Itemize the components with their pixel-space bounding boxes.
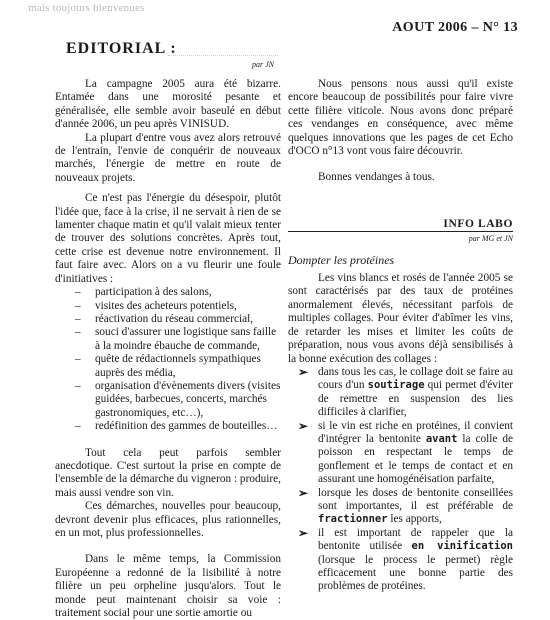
item-text: (lorsque le process le permet) règle efficacement une bonne partie des problèmes de protéines.: [318, 553, 513, 593]
editorial-title: EDITORIAL :: [66, 40, 177, 57]
issue-number: AOUT 2006 – N° 13: [392, 20, 518, 35]
list-item: [288, 366, 513, 420]
list-item: – participation à des salons,: [55, 286, 281, 299]
keyword: avant: [425, 432, 458, 445]
list-item: – organisation d'évènements divers (visites guidées, barbecues, concerts, marchés gastronomiques, etc…),: [55, 380, 281, 420]
keyword: soutirage: [367, 379, 425, 392]
right-paragraph-1: Nous pensons nous aussi qu'il existe encore beaucoup de possibilités pour faire vivre cette filière viticole. Nous avons donc préparé ces vendanges en conséquence, avec même quelques innovations que les pages de cet Echo d'OCO n°13 vont vous faire découvrir.: [288, 78, 513, 158]
item-text: si le vin est riche en protéines, il convient d'intégrer la bentonite: [318, 419, 513, 445]
item-text: les apports,: [387, 513, 442, 526]
list-item: – redéfinition des gammes de bouteilles…: [55, 420, 281, 433]
editorial-paragraph-5: Ces démarches, nouvelles pour beaucoup, devront devenir plus efficaces, plus rationnelles, en un mot, plus professionnelles.: [55, 500, 281, 539]
keyword: en vinification: [411, 540, 513, 553]
list-item: [288, 487, 513, 527]
item-text: dans tous les cas, le collage doit se faire au cours d'un: [318, 365, 513, 392]
editorial-byline: par JN: [252, 60, 274, 69]
editorial-paragraph-4: Tout cela peut parfois sembler anecdotique. C'est surtout la prise en compte de l'ensemble de la démarche du vigneron : produire, mais aussi vendre son vin.: [55, 446, 282, 499]
checkmark-arrow-icon: ➢: [298, 418, 309, 433]
list-item: – souci d'assurer une logistique sans faille à la moindre ébauche de commande,: [55, 326, 281, 353]
list-item: – visites des acheteurs potentiels,: [55, 300, 281, 313]
checkmark-arrow-icon: ➢: [298, 485, 309, 500]
item-text: qui permet d'éviter de remettre en suspension des lies difficiles à clarifier,: [318, 379, 513, 419]
item-text: il est important de rappeler que la bentonite utilisée: [318, 526, 513, 553]
right-paragraph-2: Bonnes vendanges à tous.: [318, 171, 435, 184]
header-topline: mais toujours bienvenues: [28, 2, 145, 14]
infolabo-byline: par MG et JN: [468, 234, 513, 244]
item-text: la colle de poisson en respectant le temps de gonflement et le temps de contact et en assurant une homogénéisation parfaite,: [318, 432, 513, 486]
list-item: – réactivation du réseau commercial,: [55, 313, 281, 326]
keyword: fractionner: [318, 513, 388, 526]
editorial-paragraph-1: La campagne 2005 aura été bizarre. Entamée dans une morosité pesante et généralisée, elle semble avoir baseulé en début d'année 2006, un peu après VINISUD.: [55, 78, 281, 131]
checkmark-arrow-icon: ➢: [298, 364, 309, 379]
collage-checklist: [288, 366, 513, 594]
right-column: [288, 78, 513, 594]
checkmark-arrow-icon: ➢: [298, 525, 309, 540]
section-title: Dompter les protéines: [288, 252, 395, 267]
item-text: lorsque les doses de bentonite conseillées sont importantes, il est préférable de: [318, 486, 513, 512]
editorial-paragraph-3: Ce n'est pas l'énergie du désespoir, plutôt l'idée que, face à la crise, il ne servait à rien de se lamenter chaque matin et qu'il valait mieux tenter de trouver des solutions concrètes. Après tout, cette crise est devenue notre environnement. Il faut faire avec. Alors on a vu fleurir une foule d'initiatives :: [55, 192, 281, 285]
infolabo-intro: Les vins blancs et rosés de l'année 2005 se sont caractérisés par des taux de protéines anormalement élevés, nécessitant parfois de multiples collages. Pour éviter d'abîmer les vins, de retarder les mises et limiter les coûts de préparation, nous vous avons déjà sensibilisés à la bonne exécution des collages :: [288, 272, 513, 365]
list-item: [288, 527, 513, 594]
editorial-title-rule: [168, 55, 278, 56]
list-item: – quête de rédactionnels sympathiques auprès des média,: [55, 353, 281, 380]
initiatives-list: [55, 286, 281, 433]
list-item: [288, 420, 513, 487]
editorial-column: [55, 78, 281, 620]
infolabo-title: INFO LABO: [443, 217, 513, 230]
editorial-paragraph-6: Dans le même temps, la Commission Européenne a redonné de la lisibilité à notre filière un peu orpheline jusqu'alors. Tout le monde peut maintenant choisir sa voie : traitement social pour une sortie amortie ou: [55, 553, 281, 620]
editorial-paragraph-2: La plupart d'entre vous avez alors retrouvé de l'entrain, l'envie de conquérir de nouveaux marchés, l'énergie de mettre en route de nouveaux projets.: [55, 131, 281, 184]
